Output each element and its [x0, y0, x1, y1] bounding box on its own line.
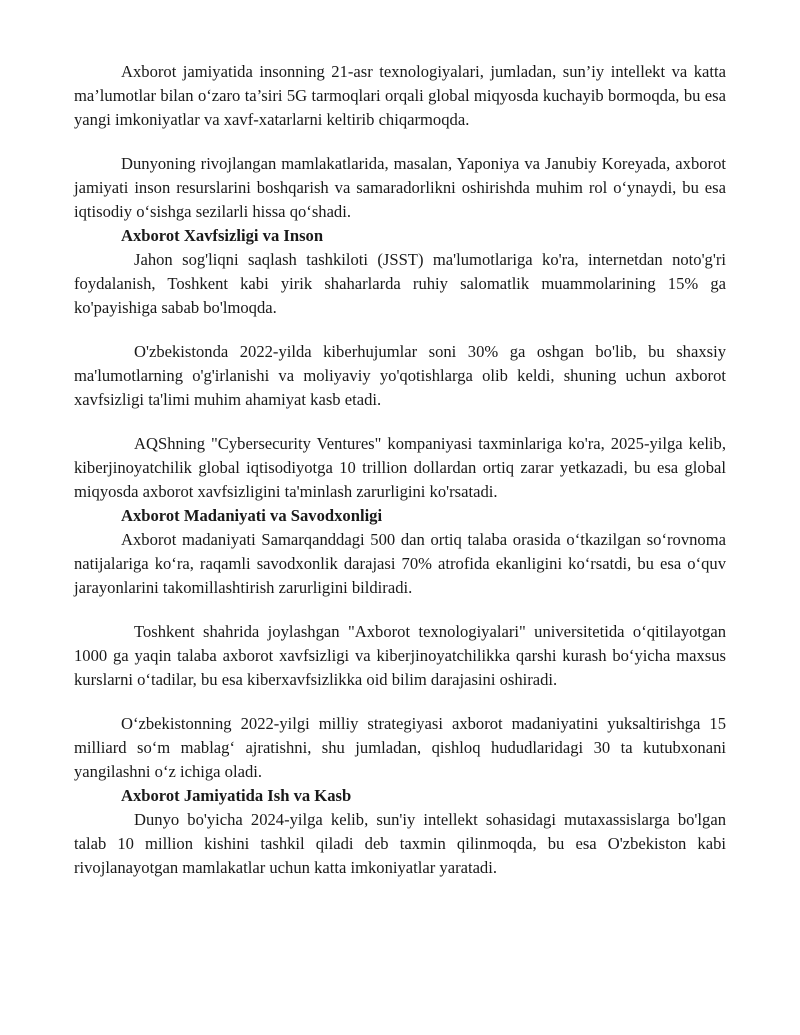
- paragraph-developed-countries: Dunyoning rivojlangan mamlakatlarida, masalan, Yaponiya va Janubiy Koreyada, axborot jamiyati inson resurslarini boshqarish va samaradorlikni oshirishda muhim rol o‘ynaydi, bu esa iqtisodiy o‘sishga sezilarli hissa qo‘shadi.: [74, 154, 726, 221]
- paragraph-cybersecurity-ventures: AQShning "Cybersecurity Ventures" kompaniyasi taxminlariga ko'ra, 2025-yilga kelib, kiberjinoyatchilik global iqtisodiyotga 10 trillion dollardan ortiq zarar yetkazadi, bu esa global miqyosda axborot xavfsizligini ta'minlash zarurligini ko'rsatadi.: [74, 434, 726, 501]
- document-page: [74, 60, 726, 880]
- paragraph-cyberattacks-uzbekistan: O'zbekistonda 2022-yilda kiberhujumlar soni 30% ga oshgan bo'lib, bu shaxsiy ma'lumotlarning o'g'irlanishi va moliyaviy yo'qotishlarga olib keldi, shuning uchun axborot xavfsizligi ta'limi muhim ahamiyat kasb etadi.: [74, 342, 726, 409]
- paragraph-tashkent-university: Toshkent shahrida joylashgan "Axborot texnologiyalari" universitetida o‘qitilayotgan 1000 ga yaqin talaba axborot xavfsizligi va kiberjinoyatchilikka qarshi kurash bo‘yicha maxsus kurslarni o‘tadilar, bu esa kiberxavfsizlikka oid bilim darajasini oshiradi.: [74, 622, 726, 689]
- paragraph-ai-specialists-demand: Dunyo bo'yicha 2024-yilga kelib, sun'iy intellekt sohasidagi mutaxassislarga bo'lgan talab 10 million kishini tashkil qiladi deb taxmin qilinmoqda, bu esa O'zbekiston kabi rivojlanayotgan mamlakatlar uchun katta imkoniyatlar yaratadi.: [74, 810, 726, 877]
- paragraph-who-statistics: Jahon sog'liqni saqlash tashkiloti (JSST) ma'lumotlariga ko'ra, internetdan noto'g'ri foydalanish, Toshkent kabi yirik shaharlarda ruhiy salomatlik muammolarining 15% ga ko'payishiga sabab bo'lmoqda.: [74, 250, 726, 317]
- paragraph-ai-interaction: Axborot jamiyatida insonning 21-asr texnologiyalari, jumladan, sun’iy intellekt va katta ma’lumotlar bilan o‘zaro ta’siri 5G tarmoqlari orqali global miqyosda kuchayib bormoqda, bu esa yangi imkoniyatlar va xavf-xatarlarni keltirib chiqarmoqda.: [74, 62, 726, 129]
- paragraph-samarkand-survey: Axborot madaniyati Samarqanddagi 500 dan ortiq talaba orasida o‘tkazilgan so‘rovnoma natijalariga ko‘ra, raqamli savodxonlik darajasi 70% atrofida ekanligini ko‘rsatdi, bu esa o‘quv jarayonlarini takomillashtirish zarurligini bildiradi.: [74, 530, 726, 597]
- heading-information-culture: Axborot Madaniyati va Savodxonligi: [121, 506, 383, 525]
- heading-work-and-profession: Axborot Jamiyatida Ish va Kasb: [121, 786, 352, 805]
- heading-information-security: Axborot Xavfsizligi va Inson: [121, 226, 324, 245]
- paragraph-national-strategy: O‘zbekistonning 2022-yilgi milliy strategiyasi axborot madaniyatini yuksaltirishga 15 milliard so‘m mablag‘ ajratishni, shu jumladan, qishloq hududlaridagi 30 ta kutubxonani yangilashni o‘z ichiga oladi.: [74, 714, 726, 781]
